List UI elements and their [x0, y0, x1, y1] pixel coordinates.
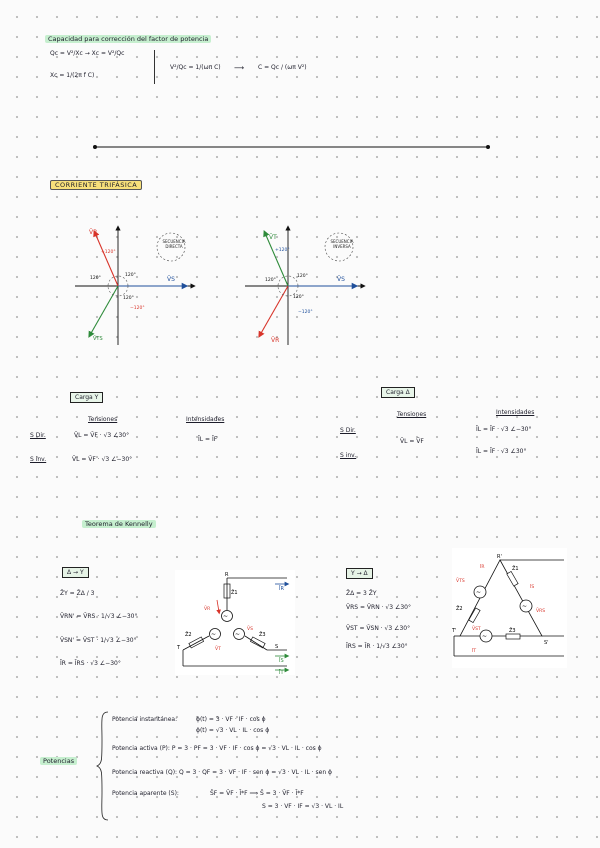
carga-y-sinv: S inv. [30, 456, 47, 463]
label-r: R' [497, 554, 502, 560]
label-z2: Z̄2 [456, 606, 463, 612]
label-t: T [177, 645, 181, 651]
corriente-title: CORRIENTE TRIFÁSICA [50, 180, 142, 190]
label-it: ĪT [279, 670, 284, 675]
label-angle-mid: 120° [90, 276, 101, 281]
label-r: R [225, 572, 229, 578]
arrow-icon: ⟶ [234, 64, 245, 72]
capacidad-eq2: Xc = 1/(2π f C) [50, 72, 95, 79]
label-vs: V̄S [247, 627, 253, 632]
svg-text:~: ~ [482, 633, 488, 640]
label-z2: Z̄2 [185, 632, 192, 638]
carga-d-iinv: ĪL = ĪF · √3 ∠30° [476, 448, 527, 455]
y-to-d-irs: ĪRS = ĪR · 1/√3 ∠30° [346, 643, 408, 650]
label-angle-top: +120° [275, 248, 290, 253]
potencias-brace [96, 710, 110, 822]
label-angle-low: 120° [123, 296, 134, 301]
kennelly-title: Teorema de Kennelly [82, 520, 156, 528]
carga-d-veq: V̄L = V̄F [400, 438, 424, 445]
potencia-reactiva: Potencia reactiva (Q): Q = 3 · QF = 3 · VF · IF · sen ϕ = √3 · VL · IL · sen ϕ [112, 769, 333, 776]
capacidad-title: Capacidad para corrección del factor de potencia [45, 35, 211, 43]
svg-text:~: ~ [476, 589, 482, 596]
capacidad-eq1: Qc = V²/Xc → Xc = V²/Qc [50, 50, 125, 57]
potencia-aparente-2: S = 3 · VF · IF = √3 · VL · IL [262, 803, 344, 810]
label-vs: V̄S [337, 276, 345, 283]
sequence-label: SECUENCIA DIRECTA [162, 239, 186, 249]
svg-text:~: ~ [223, 613, 229, 620]
label-is: ĪS [279, 658, 284, 664]
y-circuit-diagram [175, 570, 295, 675]
label-vt: V̄TS [93, 336, 103, 342]
label-vt: V̄T [215, 647, 221, 652]
label-ir: ĪR [279, 586, 284, 592]
delta-circuit-diagram [452, 548, 567, 668]
potencia-instantanea-label: Potencia instantánea: [112, 716, 178, 723]
y-to-d-vrs: V̄RS = V̄RN · √3 ∠30° [346, 604, 411, 611]
label-it: ĪT [472, 649, 477, 654]
potencias-title: Potencias [40, 757, 77, 765]
carga-y-sdir: S Dir. [30, 432, 46, 439]
label-vt: V̄T [269, 234, 277, 241]
carga-d-title: Carga Δ [381, 387, 415, 398]
svg-text:~: ~ [235, 631, 241, 638]
label-angle-bottom: −120° [130, 306, 145, 311]
phasor-vr [260, 286, 288, 335]
y-to-d-label: Y → Δ [346, 568, 373, 579]
svg-text:~: ~ [211, 631, 217, 638]
label-z3: Z̄3 [509, 628, 516, 634]
sequence-label: SECUENCIA INVERSA [330, 239, 354, 249]
label-vrs: V̄RS [536, 609, 546, 614]
label-angle-low: 120° [293, 295, 304, 300]
carga-y-vdir: V̄L = V̄F · √3 ∠30° [74, 432, 130, 439]
capacidad-eq3: V²/Qc = 1/(ωπ C) [170, 64, 221, 71]
label-z3: Z̄3 [259, 632, 266, 638]
label-t: T' [452, 628, 457, 634]
carga-d-tensiones: Tensiones [397, 411, 427, 418]
svg-text:~: ~ [522, 603, 528, 610]
label-angle-bottom: −120° [298, 310, 313, 315]
carga-y-intensidades: Intensidades [186, 416, 225, 423]
y-to-d-zd: Z̄Δ = 3 Z̄Y [346, 590, 377, 597]
label-vst: V̄ST [472, 627, 481, 632]
potencia-activa: Potencia activa (P): P = 3 · PF = 3 · VF · IF · cos ϕ = √3 · VL · IL · cos ϕ [112, 745, 322, 752]
separator-line [90, 142, 495, 152]
d-to-y-vsn: V̄SN' = V̄ST · 1/√3 ∠−30° [60, 637, 137, 644]
label-z1: Z̄1 [231, 590, 238, 596]
carga-d-sinv: S inv. [340, 452, 357, 459]
potencia-instantanea-1: ϕ(t) = 3 · VF · IF · cos ϕ [196, 716, 266, 723]
y-to-d-vst: V̄ST = V̄SN · √3 ∠30° [346, 625, 411, 632]
phasor-diagram-direct [75, 225, 200, 350]
label-is: ĪS [530, 585, 535, 590]
d-to-y-label: Δ → Y [62, 567, 89, 578]
carga-d-intensidades: Intensidades [496, 409, 535, 416]
carga-y-ieq: ĪL = ĪF [198, 436, 218, 443]
potencia-aparente-label: Potencia aparente (S): [112, 790, 179, 797]
capacidad-eq4: C = Qc / (ωπ V²) [258, 64, 307, 71]
carga-y-tensiones: Tensiones [88, 416, 118, 423]
carga-y-title: Carga Y [70, 392, 103, 403]
carga-d-idir: ĪL = ĪF · √3 ∠−30° [476, 426, 532, 433]
label-s: S' [544, 640, 549, 646]
label-z1: Z̄1 [512, 566, 519, 572]
label-ir: ĪR [480, 565, 485, 570]
potencia-aparente-1: S̄F = V̄F · Ī*F ⟹ S̄ = 3 · V̄F · Ī*F [210, 790, 304, 797]
label-vts: V̄TS [456, 579, 465, 584]
potencia-instantanea-2: ϕ(t) = √3 · VL · IL · cos ϕ [196, 727, 270, 734]
carga-d-sdir: S Dir. [340, 427, 356, 434]
label-s: S [275, 644, 279, 650]
label-angle-top: +120° [101, 250, 116, 255]
brace [150, 50, 155, 84]
label-vr: V̄R [204, 607, 211, 612]
label-angle-inner: 120° [297, 274, 308, 279]
label-angle-inner: 120° [125, 273, 136, 278]
d-to-y-vrn: V̄RN' = V̄RS · 1/√3 ∠−30° [60, 613, 138, 620]
label-vr: V̄R [271, 337, 280, 344]
label-vs: V̄S [167, 276, 175, 283]
phasor-diagram-inverse [245, 225, 370, 350]
d-to-y-ir: ĪR = ĪRS · √3 ∠−30° [60, 660, 121, 667]
d-to-y-zy: Z̄Y = Z̄Δ / 3 [60, 590, 95, 597]
label-angle-mid: 120° [265, 278, 276, 283]
phasor-vt [90, 286, 118, 335]
label-vr: V̄R [89, 229, 98, 236]
carga-y-vinv: V̄L = V̄F · √3 ∠−30° [72, 456, 133, 463]
